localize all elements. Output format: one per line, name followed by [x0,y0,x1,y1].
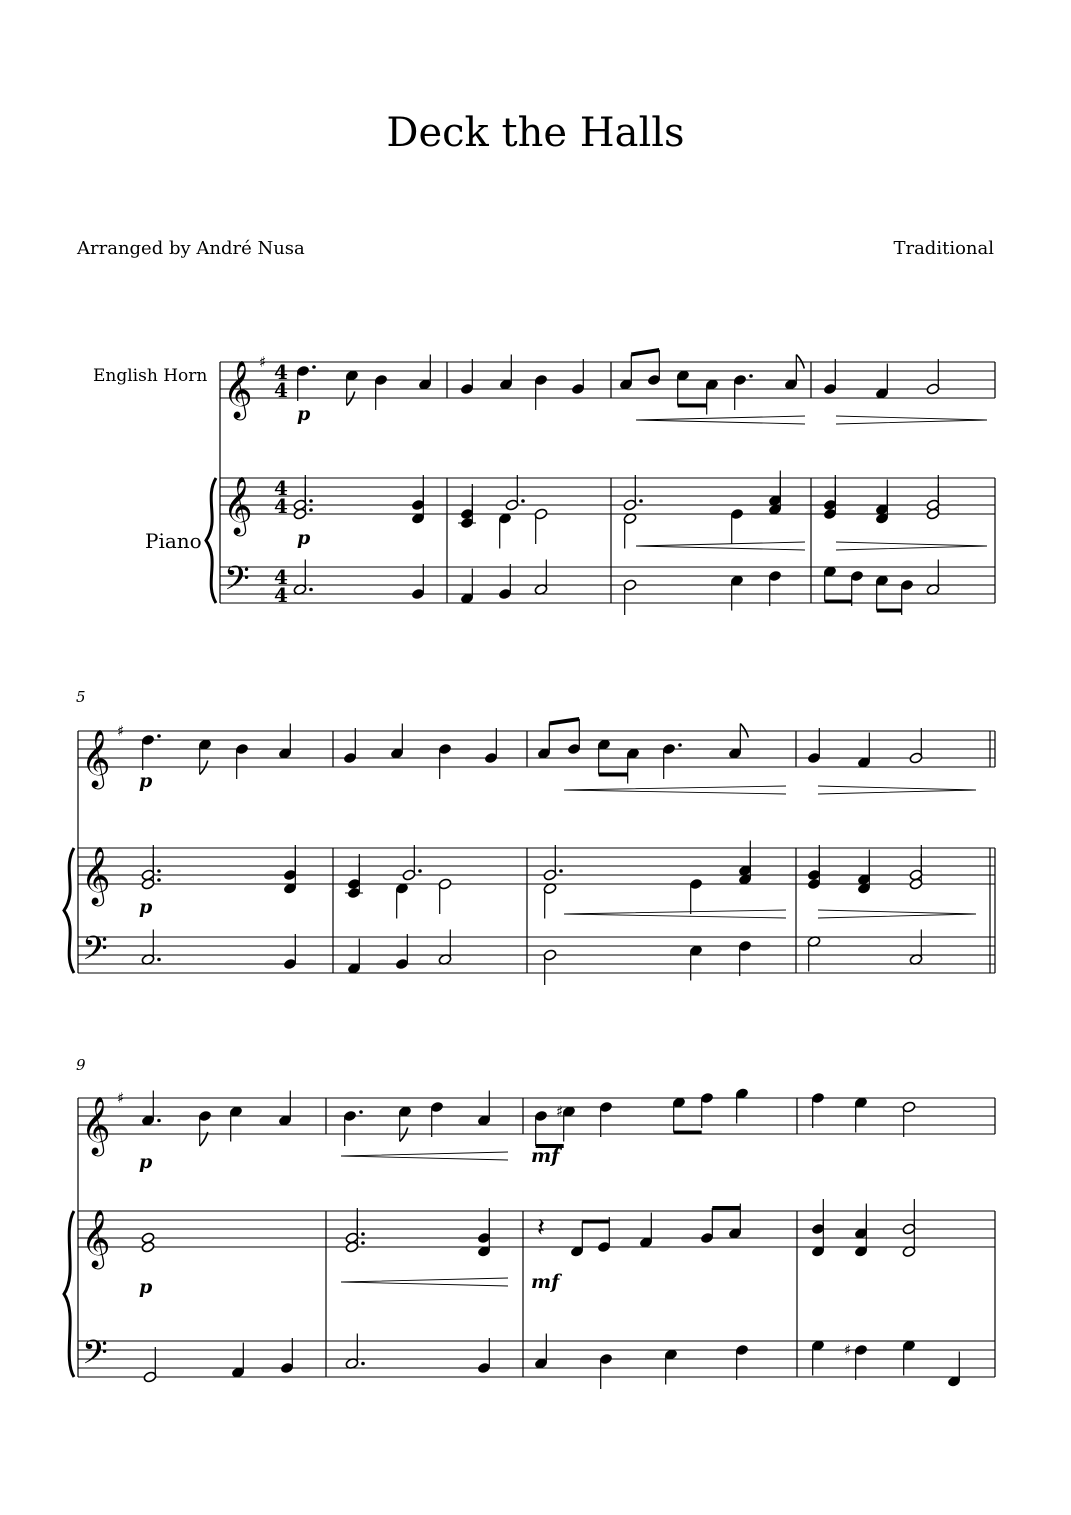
augmentation-dot [639,499,643,503]
quarter-rest-icon: 𝄽 [537,1213,545,1243]
time-signature-bottom: 4 [274,494,288,518]
augmentation-dot [361,1241,365,1245]
dynamic-mf: mf [531,1145,560,1167]
bass-clef-icon: 𝄢 [82,1334,108,1380]
crescendo-hairpin [636,416,805,424]
augmentation-dot [678,743,682,747]
bass-clef-icon: 𝄢 [82,930,108,976]
time-signature-top: 4 [274,476,288,500]
piano-brace-icon [64,848,74,973]
score-title: Deck the Halls [386,110,685,156]
beam [631,350,659,355]
time-signature-bottom: 4 [274,583,288,607]
key-sharp-icon: ♯ [117,722,125,740]
treble-clef-icon: 𝄞 [81,729,111,787]
augmentation-dot [309,508,313,512]
augmentation-dot [361,1232,365,1236]
crescendo-hairpin [341,1152,508,1160]
augmentation-dot [418,869,422,873]
dynamic-p: p [139,1276,153,1298]
piano-brace-icon [64,1211,74,1377]
accidental-sharp-icon: ♯ [556,1102,564,1121]
instrument-label-piano: Piano [145,529,202,553]
decrescendo-hairpin [818,910,976,918]
treble-clef-icon: 𝄞 [81,846,111,904]
augmentation-dot [749,374,753,378]
composer-credit: Traditional [893,238,994,259]
decrescendo-hairpin [836,416,987,424]
augmentation-dot [312,365,316,369]
time-signature-top: 4 [274,565,288,589]
beam [549,719,579,724]
dynamic-mf: mf [531,1271,560,1293]
decrescendo-hairpin [818,786,976,794]
bass-clef-icon: 𝄢 [224,560,250,606]
crescendo-hairpin [341,1278,508,1286]
accidental-sharp-icon: ♯ [844,1341,852,1359]
dynamic-p: p [139,896,153,918]
dynamic-p: p [139,770,153,792]
augmentation-dot [361,1362,365,1366]
dynamic-p: p [297,527,311,549]
key-sharp-icon: ♯ [259,353,267,371]
augmentation-dot [309,499,313,503]
treble-clef-icon: 𝄞 [223,360,253,418]
crescendo-hairpin [636,542,805,550]
arranger-credit: Arranged by André Nusa [77,238,305,259]
augmentation-dot [359,1110,363,1114]
measure-number-system3: 9 [76,1056,86,1074]
measure-number-system2: 5 [76,688,86,706]
augmentation-dot [559,869,563,873]
crescendo-hairpin [564,786,786,794]
augmentation-dot [157,958,161,962]
time-signature-top: 4 [274,360,288,384]
augmentation-dot [157,878,161,882]
time-signature-bottom: 4 [274,378,288,402]
piano-brace-icon [206,478,216,603]
instrument-label-english-horn: English Horn [93,366,208,386]
decrescendo-hairpin [836,542,987,550]
augmentation-dot [157,1119,161,1123]
dynamic-p: p [139,1151,153,1173]
augmentation-dot [157,734,161,738]
treble-clef-icon: 𝄞 [81,1209,111,1267]
augmentation-dot [309,588,313,592]
key-sharp-icon: ♯ [117,1089,125,1107]
note-head [141,1232,155,1244]
crescendo-hairpin [564,910,786,918]
treble-clef-icon: 𝄞 [81,1096,111,1154]
augmentation-dot [157,869,161,873]
dynamic-p: p [297,403,311,425]
treble-clef-icon: 𝄞 [223,476,253,534]
augmentation-dot [521,499,525,503]
